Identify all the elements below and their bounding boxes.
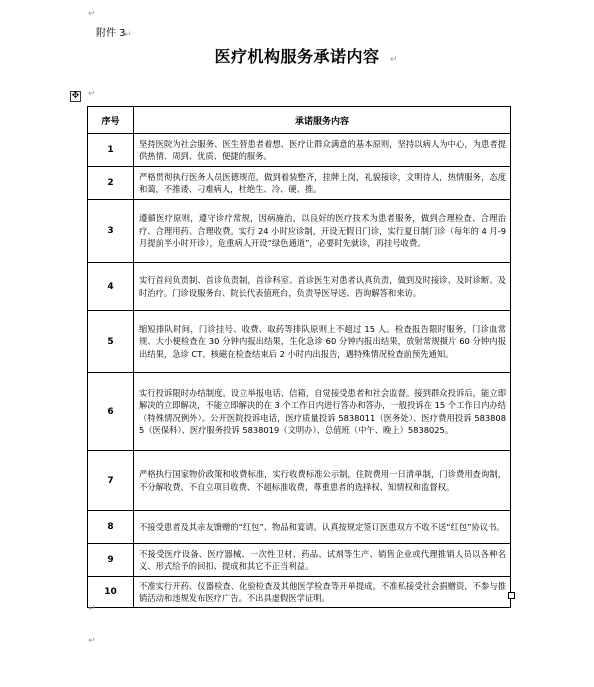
- paragraph-mark: ↵: [88, 636, 96, 646]
- page-title: 医疗机构服务承诺内容: [214, 47, 380, 66]
- row-number: 2: [88, 167, 134, 200]
- table-header-row: [88, 107, 511, 134]
- paragraph-mark: ↵: [390, 55, 398, 65]
- row-number: 9: [88, 544, 134, 577]
- table-row: [88, 167, 511, 200]
- row-content: 实行首问负责制、首诊负责制，首诊科室、首诊医生对患者认真负责，做到及时接诊、及时诊断、及时治疗。门诊设服务台、院长代表值班台，负责导医导送、咨询解答和来访。: [134, 263, 511, 311]
- table-resize-handle[interactable]: [508, 592, 515, 599]
- row-number: 1: [88, 134, 134, 167]
- column-header-number: 序号: [88, 107, 134, 134]
- table-row: [88, 544, 511, 577]
- paragraph-mark: ↵: [88, 9, 96, 19]
- table-row: [88, 200, 511, 263]
- commitment-table: [87, 106, 511, 608]
- row-number: 3: [88, 200, 134, 263]
- table-row: [88, 511, 511, 544]
- row-number: 4: [88, 263, 134, 311]
- row-content: 实行投诉限时办结制度。设立举报电话、信箱，自觉接受患者和社会监督。接到群众投诉后，能立即解决的立即解决，不能立即解决的在 3 个工作日内进行答办和答办，一般投诉在 15 个工作日内办结（特殊情况例外）。公开医院投诉电话，医疗质量投诉 5838011（医务处）、医疗费用投诉 5838085（医保科）、医疗服务投诉 5838019（文明办）、总值班（中午、晚上）5838025。: [134, 373, 511, 451]
- table-row: [88, 373, 511, 451]
- table-row: [88, 263, 511, 311]
- table-row: [88, 451, 511, 511]
- row-content: 坚持医院为社会服务、医生替患者着想、医疗让群众满意的基本原则，坚持以病人为中心，为患者提供热情、周到、优质、便捷的服务。: [134, 134, 511, 167]
- row-number: 6: [88, 373, 134, 451]
- row-content: 严格贯彻执行医务人员医德规范，做到着装整齐，挂牌上岗，礼貌接诊，文明待人，热情服务，态度和蔼，不推诿、刁难病人，杜绝生、冷、硬、推。: [134, 167, 511, 200]
- row-content: 不准实行开药、仪器检查、化验检查及其他医学检查等开单提成。不准私接受社会捐赠资，不参与推销活动和违规发布医疗广告。不出具虚假医学证明。: [134, 577, 511, 608]
- row-number: 7: [88, 451, 134, 511]
- table-row: [88, 134, 511, 167]
- row-content: 严格执行国家物价政策和收费标准，实行收费标准公示制，住院费用一日清单制，门诊费用查询制，不分解收费、不自立项目收费、不超标准收费，尊重患者的选择权、知情权和监督权。: [134, 451, 511, 511]
- paragraph-mark: ↵: [88, 89, 96, 99]
- row-number: 5: [88, 311, 134, 373]
- table-row: [88, 577, 511, 608]
- table-row: [88, 311, 511, 373]
- paragraph-mark: ↵: [124, 30, 132, 40]
- paragraph-mark: ↵: [88, 604, 96, 614]
- attachment-label: 附件 3: [96, 28, 126, 39]
- row-number: 8: [88, 511, 134, 544]
- row-content: 缩短排队时间，门诊挂号、收费、取药等排队原则上不超过 15 人。检查报告限时服务，门诊血常规、大小便检查在 30 分钟内报出结果，生化急诊 60 分钟内报出结果，放射常规摄片 60 分钟内报出结果，急诊 CT、核磁在检查结束后 2 小时内出报告，遇特殊情况检查前预先通知。: [134, 311, 511, 373]
- column-header-content: 承诺服务内容: [134, 107, 511, 134]
- row-number: 10: [88, 577, 134, 608]
- row-content: 不接受医疗设备、医疗器械、一次性卫材、药品、试剂等生产、销售企业或代理推销人员以各种名义、形式给予的回扣、提成和其它不正当利益。: [134, 544, 511, 577]
- table-move-handle-icon[interactable]: ✥: [71, 91, 80, 101]
- row-content: 遵循医疗原则，遵守诊疗常规，因病施治，以良好的医疗技术为患者服务，做到合理检查、合理治疗、合理用药、合理收费。实行 24 小时应诊制，开设无假日门诊，实行夏日制门诊（每年的 4 月-9 月提前半小时开诊），危重病人开设“绿色通道”，必要时先就诊，再挂号收费。: [134, 200, 511, 263]
- row-content: 不接受患者及其亲友馈赠的“红包”、物品和宴请。认真按规定签订医患双方不收不送“红包”协议书。: [134, 511, 511, 544]
